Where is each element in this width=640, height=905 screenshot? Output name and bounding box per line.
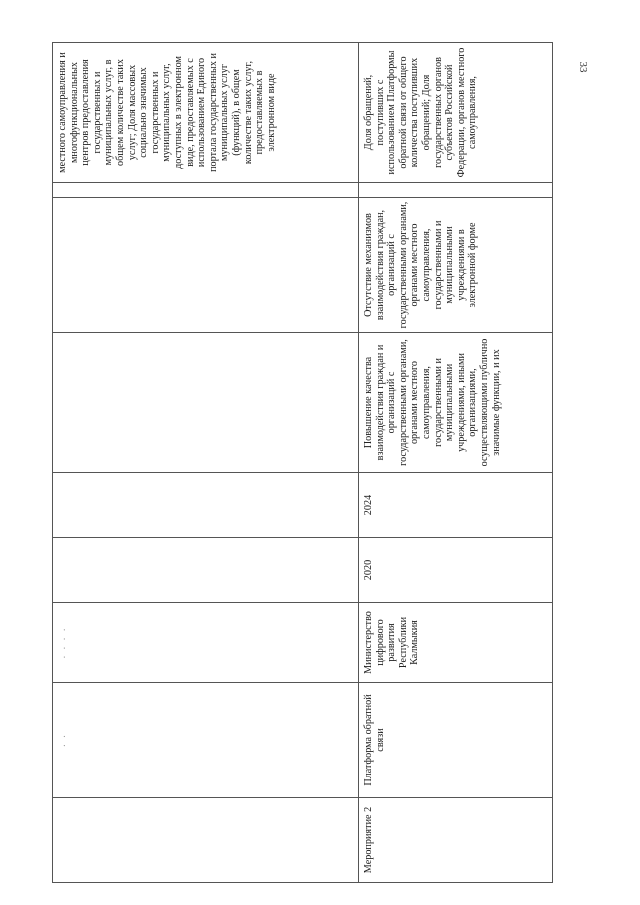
page-number: 33 [577,61,589,73]
rotated-table-wrapper [52,43,552,883]
cell-end-year: 2024 [359,473,553,538]
cell-start-year: 2020 [359,538,553,603]
cell-start-year-top [53,538,359,603]
cell-executor-top: . . . . [53,603,359,683]
cell-activity-title-top: . . [53,683,359,798]
cell-expected-result: Повышение качества взаимодействия граждан и организаций с государственными органами, органами местного самоуправления, государственными и муниципальными учреждениями, иными организациями, осуществляющими публично значимые функции, и их [359,333,553,473]
cell-expected-result-top [53,333,359,473]
activities-table [52,42,553,883]
cell-end-year-top [53,473,359,538]
cell-indicators: Доля обращений, поступивших с использованием Платформы обратной связи от общего количества поступивших обращений; Доля государственных органов субъектов Российской Федерации, органов местного самоуправления, [359,43,553,183]
cell-consequences: Отсутствие механизмов взаимодействия граждан, организаций с государственными органами, органами местного самоуправления, государственными и муниципальными учреждениями в электронной форме [359,198,553,333]
cell-activity-name: Мероприятие 2 [359,798,553,883]
cell-narrow-top [53,183,359,198]
cell-executor: Министерство цифрового развития Республики Калмыкия [359,603,553,683]
table-row-activity-2 [359,43,553,883]
cell-activity-name-top [53,798,359,883]
cell-narrow [359,183,553,198]
cell-indicators-top: местного самоуправления и многофункциональных центров предоставления государственных и муниципальных услуг, в общем количестве таких услуг; Доля массовых социально значимых государственных и муниципальных услуг, доступных в электронном виде, предоставляемых с использованием Единого портала государственных и муниципальных услуг (функций), в общем количестве таких услуг, предоставляемых в электронном виде [53,43,359,183]
table-row-continuation [53,43,359,883]
cell-consequences-top [53,198,359,333]
cell-activity-title: Платформа обратной связи [359,683,553,798]
